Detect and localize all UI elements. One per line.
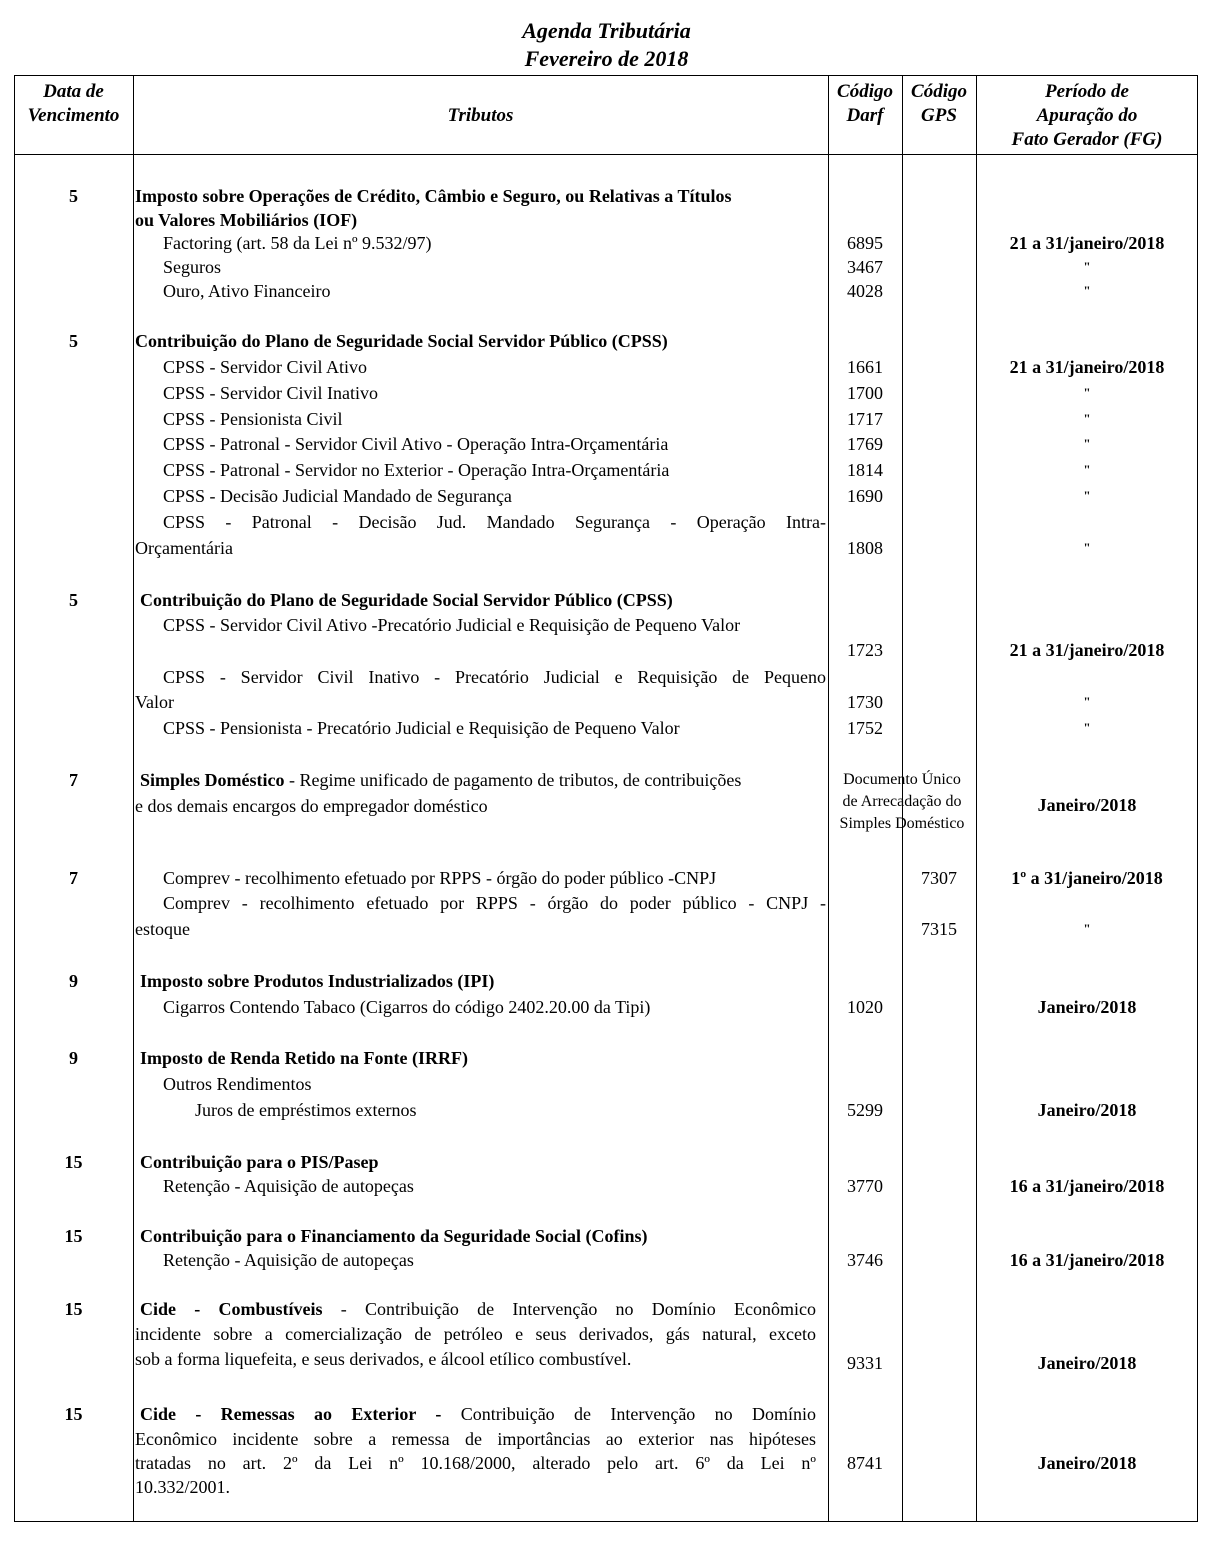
due-date: 7 [69, 868, 78, 888]
tax-item-label: Juros de empréstimos externos [195, 1100, 417, 1120]
tax-title: ou Valores Mobiliários (IOF) [135, 210, 358, 230]
tax-item-label: CPSS - Servidor Civil Inativo - Precatório Judicial e Requisição de Pequeno [163, 667, 826, 687]
darf-code: 1717 [847, 409, 883, 429]
tax-item-label: Seguros [163, 257, 221, 277]
due-date: 5 [69, 590, 78, 610]
tax-title: Imposto sobre Produtos Industrializados (IPI) [140, 971, 495, 991]
tax-title: Cide - Combustíveis - Contribuição de Intervenção no Domínio Econômico [140, 1299, 817, 1319]
tax-subcategory: Outros Rendimentos [163, 1074, 312, 1094]
period: Janeiro/2018 [1037, 1453, 1137, 1473]
due-date: 15 [64, 1404, 83, 1424]
tax-item-label: Cigarros Contendo Tabaco (Cigarros do código 2402.20.00 da Tipi) [163, 997, 651, 1017]
tax-description: sob a forma liquefeita, e seus derivados, e álcool etílico combustível. [135, 1349, 632, 1369]
darf-code: 4028 [847, 281, 883, 301]
header-tributos: Tributos [447, 105, 514, 126]
due-date: 5 [69, 186, 78, 206]
header-periodo-apuracao: Período de Apuração do Fato Gerador (FG) [1011, 81, 1163, 150]
tax-title: Contribuição do Plano de Seguridade Social Servidor Público (CPSS) [140, 590, 673, 610]
tax-item-label: Ouro, Ativo Financeiro [163, 281, 331, 301]
darf-code: 6895 [847, 233, 883, 253]
tax-title: Contribuição para o Financiamento da Seguridade Social (Cofins) [140, 1226, 648, 1246]
tax-item-label: estoque [135, 919, 190, 939]
tax-item-label: Comprev - recolhimento efetuado por RPPS - órgão do poder público - CNPJ - [163, 893, 826, 913]
darf-code: 1769 [847, 434, 883, 454]
gps-code: 7315 [921, 919, 957, 939]
header-data-vencimento: Data de Vencimento [27, 81, 120, 126]
due-date: 5 [69, 331, 78, 351]
period-ditto: " [1083, 385, 1091, 400]
tax-description: tratadas no art. 2º da Lei nº 10.168/2000, alterado pelo art. 6º da Lei nº [135, 1453, 816, 1473]
due-date: 7 [69, 770, 78, 790]
due-date: 15 [64, 1299, 83, 1319]
darf-code: 3746 [847, 1250, 883, 1270]
tax-description: Econômico incidente sobre a remessa de importâncias ao exterior nas hipóteses [135, 1429, 816, 1449]
tax-item-label: CPSS - Decisão Judicial Mandado de Segurança [163, 486, 512, 506]
period-ditto: " [1083, 694, 1091, 709]
tax-item-label: Comprev - recolhimento efetuado por RPPS - órgão do poder público -CNPJ [163, 868, 717, 888]
page-subtitle: Fevereiro de 2018 [524, 46, 689, 71]
darf-code: 1752 [847, 718, 883, 738]
darf-code: 1814 [847, 460, 883, 480]
tax-item-label: CPSS - Pensionista Civil [163, 409, 343, 429]
period-ditto: " [1083, 921, 1091, 936]
tax-description: incidente sobre a comercialização de petróleo e seus derivados, gás natural, exceto [135, 1324, 816, 1344]
tax-item-label: CPSS - Servidor Civil Ativo -Precatório Judicial e Requisição de Pequeno Valor [163, 615, 741, 635]
document-label: Documento Único de Arrecadação do Simples Doméstico [839, 771, 965, 832]
page-title: Agenda Tributária [522, 18, 691, 43]
tax-item-label: Retenção - Aquisição de autopeças [163, 1176, 414, 1196]
header-divider [14, 154, 1198, 155]
period: 21 a 31/janeiro/2018 [1009, 233, 1165, 253]
tax-title: Cide - Remessas ao Exterior - Contribuição de Intervenção no Domínio [140, 1404, 817, 1424]
due-date: 9 [69, 1048, 78, 1068]
tax-title: Imposto sobre Operações de Crédito, Câmbio e Seguro, ou Relativas a Títulos [135, 186, 732, 206]
period: 21 a 31/janeiro/2018 [1009, 357, 1165, 377]
darf-code: 1020 [847, 997, 883, 1017]
gps-code: 7307 [921, 868, 957, 888]
period-ditto: " [1083, 720, 1091, 735]
darf-code: 8741 [847, 1453, 883, 1473]
period: 16 a 31/janeiro/2018 [1009, 1176, 1165, 1196]
tax-item-label: Valor [135, 692, 174, 712]
tax-item-label: CPSS - Patronal - Servidor Civil Ativo - Operação Intra-Orçamentária [163, 434, 669, 454]
tax-item-label: CPSS - Servidor Civil Inativo [163, 383, 379, 403]
period-ditto: " [1083, 283, 1091, 298]
tax-title: Contribuição do Plano de Seguridade Social Servidor Público (CPSS) [135, 331, 668, 351]
darf-code: 1690 [847, 486, 883, 506]
darf-code: 1730 [847, 692, 883, 712]
tax-title: Imposto de Renda Retido na Fonte (IRRF) [140, 1048, 468, 1068]
due-date: 15 [64, 1226, 83, 1246]
due-date: 15 [64, 1152, 83, 1172]
tax-item-label: Factoring (art. 58 da Lei nº 9.532/97) [163, 233, 432, 253]
period: 21 a 31/janeiro/2018 [1009, 640, 1165, 660]
tax-item-label: Orçamentária [135, 538, 233, 558]
darf-code: 1661 [847, 357, 883, 377]
tax-item-label: CPSS - Pensionista - Precatório Judicial e Requisição de Pequeno Valor [163, 718, 680, 738]
darf-code: 3770 [847, 1176, 883, 1196]
due-date: 9 [69, 971, 78, 991]
period-ditto: " [1083, 488, 1091, 503]
period-ditto: " [1083, 259, 1091, 274]
tax-title: Contribuição para o PIS/Pasep [140, 1152, 379, 1172]
darf-code: 9331 [847, 1353, 883, 1373]
tax-title: Simples Doméstico - Regime unificado de pagamento de tributos, de contribuições [140, 770, 742, 790]
tax-item-label: CPSS - Patronal - Decisão Jud. Mandado Segurança - Operação Intra- [163, 512, 826, 532]
darf-code: 5299 [847, 1100, 883, 1120]
darf-code: 3467 [847, 257, 883, 277]
tax-description: e dos demais encargos do empregador doméstico [135, 796, 488, 816]
tax-item-label: CPSS - Patronal - Servidor no Exterior - Operação Intra-Orçamentária [163, 460, 670, 480]
period-ditto: " [1083, 436, 1091, 451]
tax-description: 10.332/2001. [135, 1477, 231, 1497]
tax-item-label: Retenção - Aquisição de autopeças [163, 1250, 414, 1270]
darf-code: 1723 [847, 640, 883, 660]
period: Janeiro/2018 [1037, 1353, 1137, 1373]
period-ditto: " [1083, 540, 1091, 555]
period: 16 a 31/janeiro/2018 [1009, 1250, 1165, 1270]
period: Janeiro/2018 [1037, 997, 1137, 1017]
darf-code: 1808 [847, 538, 883, 558]
period-ditto: " [1083, 411, 1091, 426]
header-codigo-darf: Código Darf [837, 81, 893, 126]
darf-code: 1700 [847, 383, 883, 403]
period: Janeiro/2018 [1037, 795, 1137, 815]
header-codigo-gps: Código GPS [911, 81, 967, 126]
period: 1º a 31/janeiro/2018 [1011, 868, 1163, 888]
tax-item-label: CPSS - Servidor Civil Ativo [163, 357, 368, 377]
period-ditto: " [1083, 462, 1091, 477]
column-divider [133, 75, 134, 1522]
period: Janeiro/2018 [1037, 1100, 1137, 1120]
